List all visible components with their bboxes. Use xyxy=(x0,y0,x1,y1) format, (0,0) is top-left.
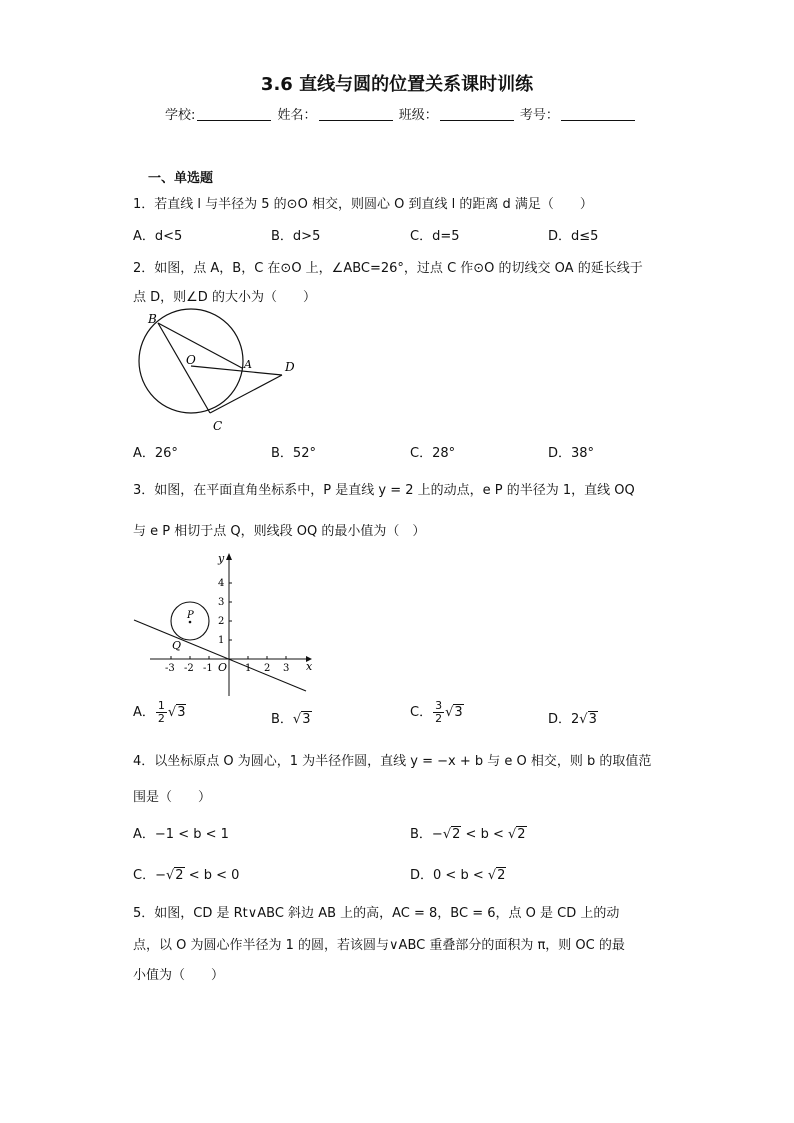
q3-option-b: B．√3 xyxy=(271,712,311,727)
q3-y-tick-label: 4 xyxy=(218,578,225,589)
q3-x-tick-label: 3 xyxy=(283,663,290,674)
q3-option-a: A． $\frac{1}{2}$ √3 xyxy=(133,699,186,725)
q4-option-a: A．−1 < b < 1 xyxy=(133,827,229,842)
q3-graph xyxy=(130,548,320,698)
q3-y-arrow xyxy=(226,553,232,560)
q2-line2: 点 D，则∠D 的大小为（ ） xyxy=(133,290,316,305)
q3-y-label: y xyxy=(218,552,225,565)
q3-p-label: P xyxy=(187,610,194,621)
q1-option-c: C．d=5 xyxy=(410,229,460,244)
q3-line1: 3．如图，在平面直角坐标系中，P 是直线 y = 2 上的动点，e P 的半径为 1，直线 OQ xyxy=(133,483,635,498)
q5-line1: 5．如图，CD 是 Rt∨ABC 斜边 AB 上的高，AC = 8，BC = 6，点 O 是 CD 上的动 xyxy=(133,906,620,921)
q5-line2: 点，以 O 为圆心作半径为 1 的圆，若该圆与∨ABC 重叠部分的面积为 π，则 OC 的最 xyxy=(133,938,625,953)
school-label: 学校: xyxy=(165,108,196,123)
name-blank xyxy=(319,108,393,121)
q3-x-tick-label: 2 xyxy=(264,663,271,674)
q3-line2: 与 e P 相切于点 Q，则线段 OQ 的最小值为（ ） xyxy=(133,524,426,539)
q2-figure xyxy=(130,306,310,436)
name-label: 姓名： xyxy=(277,108,317,123)
id-blank xyxy=(561,108,635,121)
q2-line-od xyxy=(191,366,282,375)
q3-center-dot xyxy=(189,621,192,624)
class-blank xyxy=(440,108,514,121)
fraction: $\frac{3}{2}$ xyxy=(435,699,443,725)
q2-label-b: B xyxy=(148,312,157,326)
class-label: 班级： xyxy=(398,108,438,123)
q3-option-d: D．2√3 xyxy=(548,712,597,727)
q3-x-tick-label: -1 xyxy=(203,663,213,674)
page-title: 3.6 直线与圆的位置关系课时训练 xyxy=(260,74,534,95)
q2-option-c: C．28° xyxy=(410,446,456,461)
q5-line3: 小值为（ ） xyxy=(133,968,225,983)
school-blank xyxy=(197,108,271,121)
q1-stem: 1．若直线 l 与半径为 5 的⊙O 相交，则圆心 O 到直线 l 的距离 d 满足（ ） xyxy=(133,197,593,212)
q2-label-d: D xyxy=(285,360,295,374)
section-heading: 一、单选题 xyxy=(148,171,214,186)
q3-x-tick-label: -2 xyxy=(184,663,194,674)
q3-tangent-line xyxy=(134,620,306,691)
q2-label-a: A xyxy=(244,358,252,371)
id-label: 考号： xyxy=(519,108,559,123)
q2-label-o: O xyxy=(186,353,196,367)
q2-line1: 2．如图，点 A，B，C 在⊙O 上，∠ABC=26°，过点 C 作⊙O 的切线交 OA 的延长线于 xyxy=(133,261,643,276)
q3-y-tick-label: 1 xyxy=(218,635,225,646)
q3-x-tick-label: -3 xyxy=(165,663,175,674)
q3-x-tick-label: 1 xyxy=(245,663,252,674)
q2-option-d: D．38° xyxy=(548,446,595,461)
q1-option-d: D．d≤5 xyxy=(548,229,599,244)
q1-option-b: B．d>5 xyxy=(271,229,321,244)
q3-x-label: x xyxy=(306,660,313,673)
q3-y-tick-label: 2 xyxy=(218,616,225,627)
q3-y-tick-label: 3 xyxy=(218,597,225,608)
q4-line2: 围是（ ） xyxy=(133,790,212,805)
q4-option-b: B．−√2 < b < √2 xyxy=(410,827,526,842)
q2-tangent-cd xyxy=(210,375,282,413)
q3-o-label: O xyxy=(218,661,228,674)
q1-option-a: A．d<5 xyxy=(133,229,183,244)
q2-option-b: B．52° xyxy=(271,446,316,461)
q3-q-label: Q xyxy=(172,639,182,652)
q4-line1: 4．以坐标原点 O 为圆心，1 为半径作圆，直线 y = −x + b 与 e O 相交，则 b 的取值范 xyxy=(133,754,652,769)
student-info-row xyxy=(165,104,637,123)
q4-option-d: D．0 < b < √2 xyxy=(410,868,506,883)
q2-option-a: A．26° xyxy=(133,446,178,461)
fraction: $\frac{1}{2}$ xyxy=(157,699,165,725)
q2-label-c: C xyxy=(213,419,223,433)
q3-option-c: C． $\frac{3}{2}$ √3 xyxy=(410,699,463,725)
q4-option-c: C．−√2 < b < 0 xyxy=(133,868,240,883)
